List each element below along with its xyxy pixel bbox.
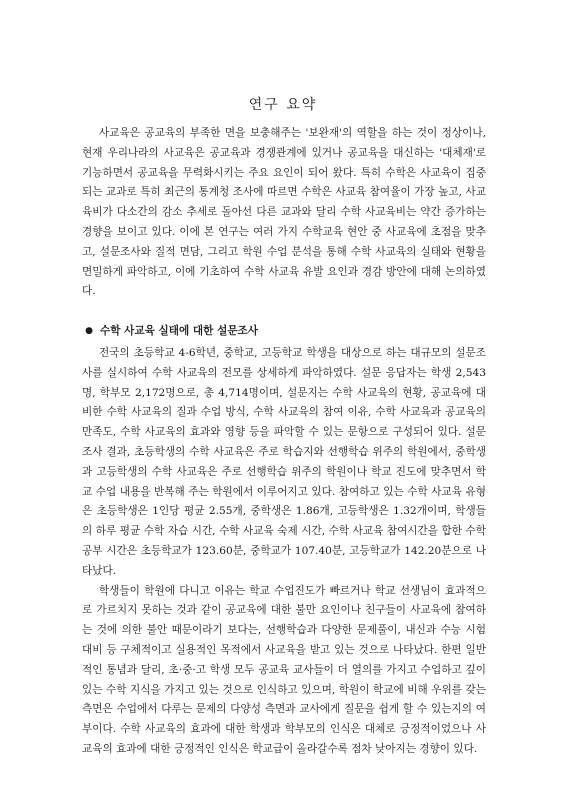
page-title: 연구 요약 <box>248 97 318 113</box>
bullet-icon: ● <box>85 326 93 337</box>
section-heading-text: 수학 사교육 실태에 대한 설문조사 <box>100 325 259 338</box>
section-paragraph-1: 전국의 초등학교 4-6학년, 중학교, 고등학교 학생을 대상으로 하는 대규모의 설문조사를 실시하여 수학 사교육의 전모를 상세하게 파악하였다. 설문 응답자는 학생 2,543명, 학부모 2,172명으로, 총 4,714명이며, 설문지는 수학 사교육의 현황, 공교육에 대비한 수학 사교육의 질과 수업 방식, 수학 사교육의 참여 이유, 수학 사교육과 공교육의 만족도, 수학 사교육의 효과와 영향 등을 파악할 수 있는 문항으로 구성되어 있다. 설문조사 결과, 초등학생의 수학 사교육은 주로 학습지와 선행학습 위주의 학원에서, 중학생과 고등학생의 수학 사교육은 주로 선행학습 위주의 학원이나 학교 진도에 맞추면서 학교 수업 내용을 반복해 주는 학원에서 이루어지고 있다. 참여하고 있는 수학 사교육 유형은 초등학생은 1인당 평균 2.55개, 중학생은 1.86개, 고등학생은 1.32개이며, 학생들의 하루 평균 수학 자습 시간, 수학 사교육 숙제 시간, 수학 사교육 참여시간을 합한 수학공부 시간은 초등학교가 123.60분, 중학교가 107.40분, 고등학교가 142.20분으로 나타났다. <box>82 346 486 577</box>
section-paragraph-2: 학생들이 학원에 다니고 이유는 학교 수업진도가 빠르거나 학교 선생님이 효과적으로 가르치지 못하는 것과 같이 공교육에 대한 불만 요인이나 친구들이 사교육에 참여하는 것에 의한 불안 때문이라기 보다는, 선행학습과 다양한 문제풀이, 내신과 수능 시험 대비 등 구체적이고 실용적인 목적에서 사교육을 받고 있는 것으로 나타났다. 한편 일반적인 통념과 달리, 초·중·고 학생 모두 공교육 교사들이 더 열의를 가지고 수업하고 깊이 있는 수학 지식을 가지고 있는 것으로 인식하고 있으며, 학원이 학교에 비해 우위를 갖는 측면은 수업에서 다루는 문제의 다양성 측면과 교사에게 질문을 쉽게 할 수 있는지의 여부이다. 수학 사교육의 효과에 대한 학생과 학부모의 인식은 대체로 긍정적이었으나 사교육의 효과에 대한 긍정적인 인식은 학교급이 올라갈수록 점차 낮아지는 경향이 있다. <box>82 584 486 755</box>
section-heading <box>82 322 486 342</box>
document-body <box>82 124 486 760</box>
intro-paragraph: 사교육은 공교육의 부족한 면을 보충해주는 '보완재'의 역할을 하는 것이 정상이나, 현재 우리나라의 사교육은 공교육과 경쟁관계에 있거나 공교육을 대신하는 '대체재'로 기능하면서 공교육을 무력화시키는 주요 요인이 되어 왔다. 특히 수학은 사교육이 집중되는 교과로 특히 최근의 통계청 조사에 따르면 수학은 사교육 참여율이 가장 높고, 사교육비가 다소간의 감소 추세로 돌아선 다른 교과와 달리 수학 사교육비는 약간 증가하는 경향을 보이고 있다. 이에 본 연구는 여러 가지 수학교육 현안 중 사교육에 초점을 맞추고, 설문조사와 질적 면담, 그리고 학원 수업 분석을 통해 수학 사교육의 실태와 현황을 면밀하게 파악하고, 이에 기초하여 수학 사교육 유발 요인과 경감 방안에 대해 논의하였다. <box>82 127 486 298</box>
